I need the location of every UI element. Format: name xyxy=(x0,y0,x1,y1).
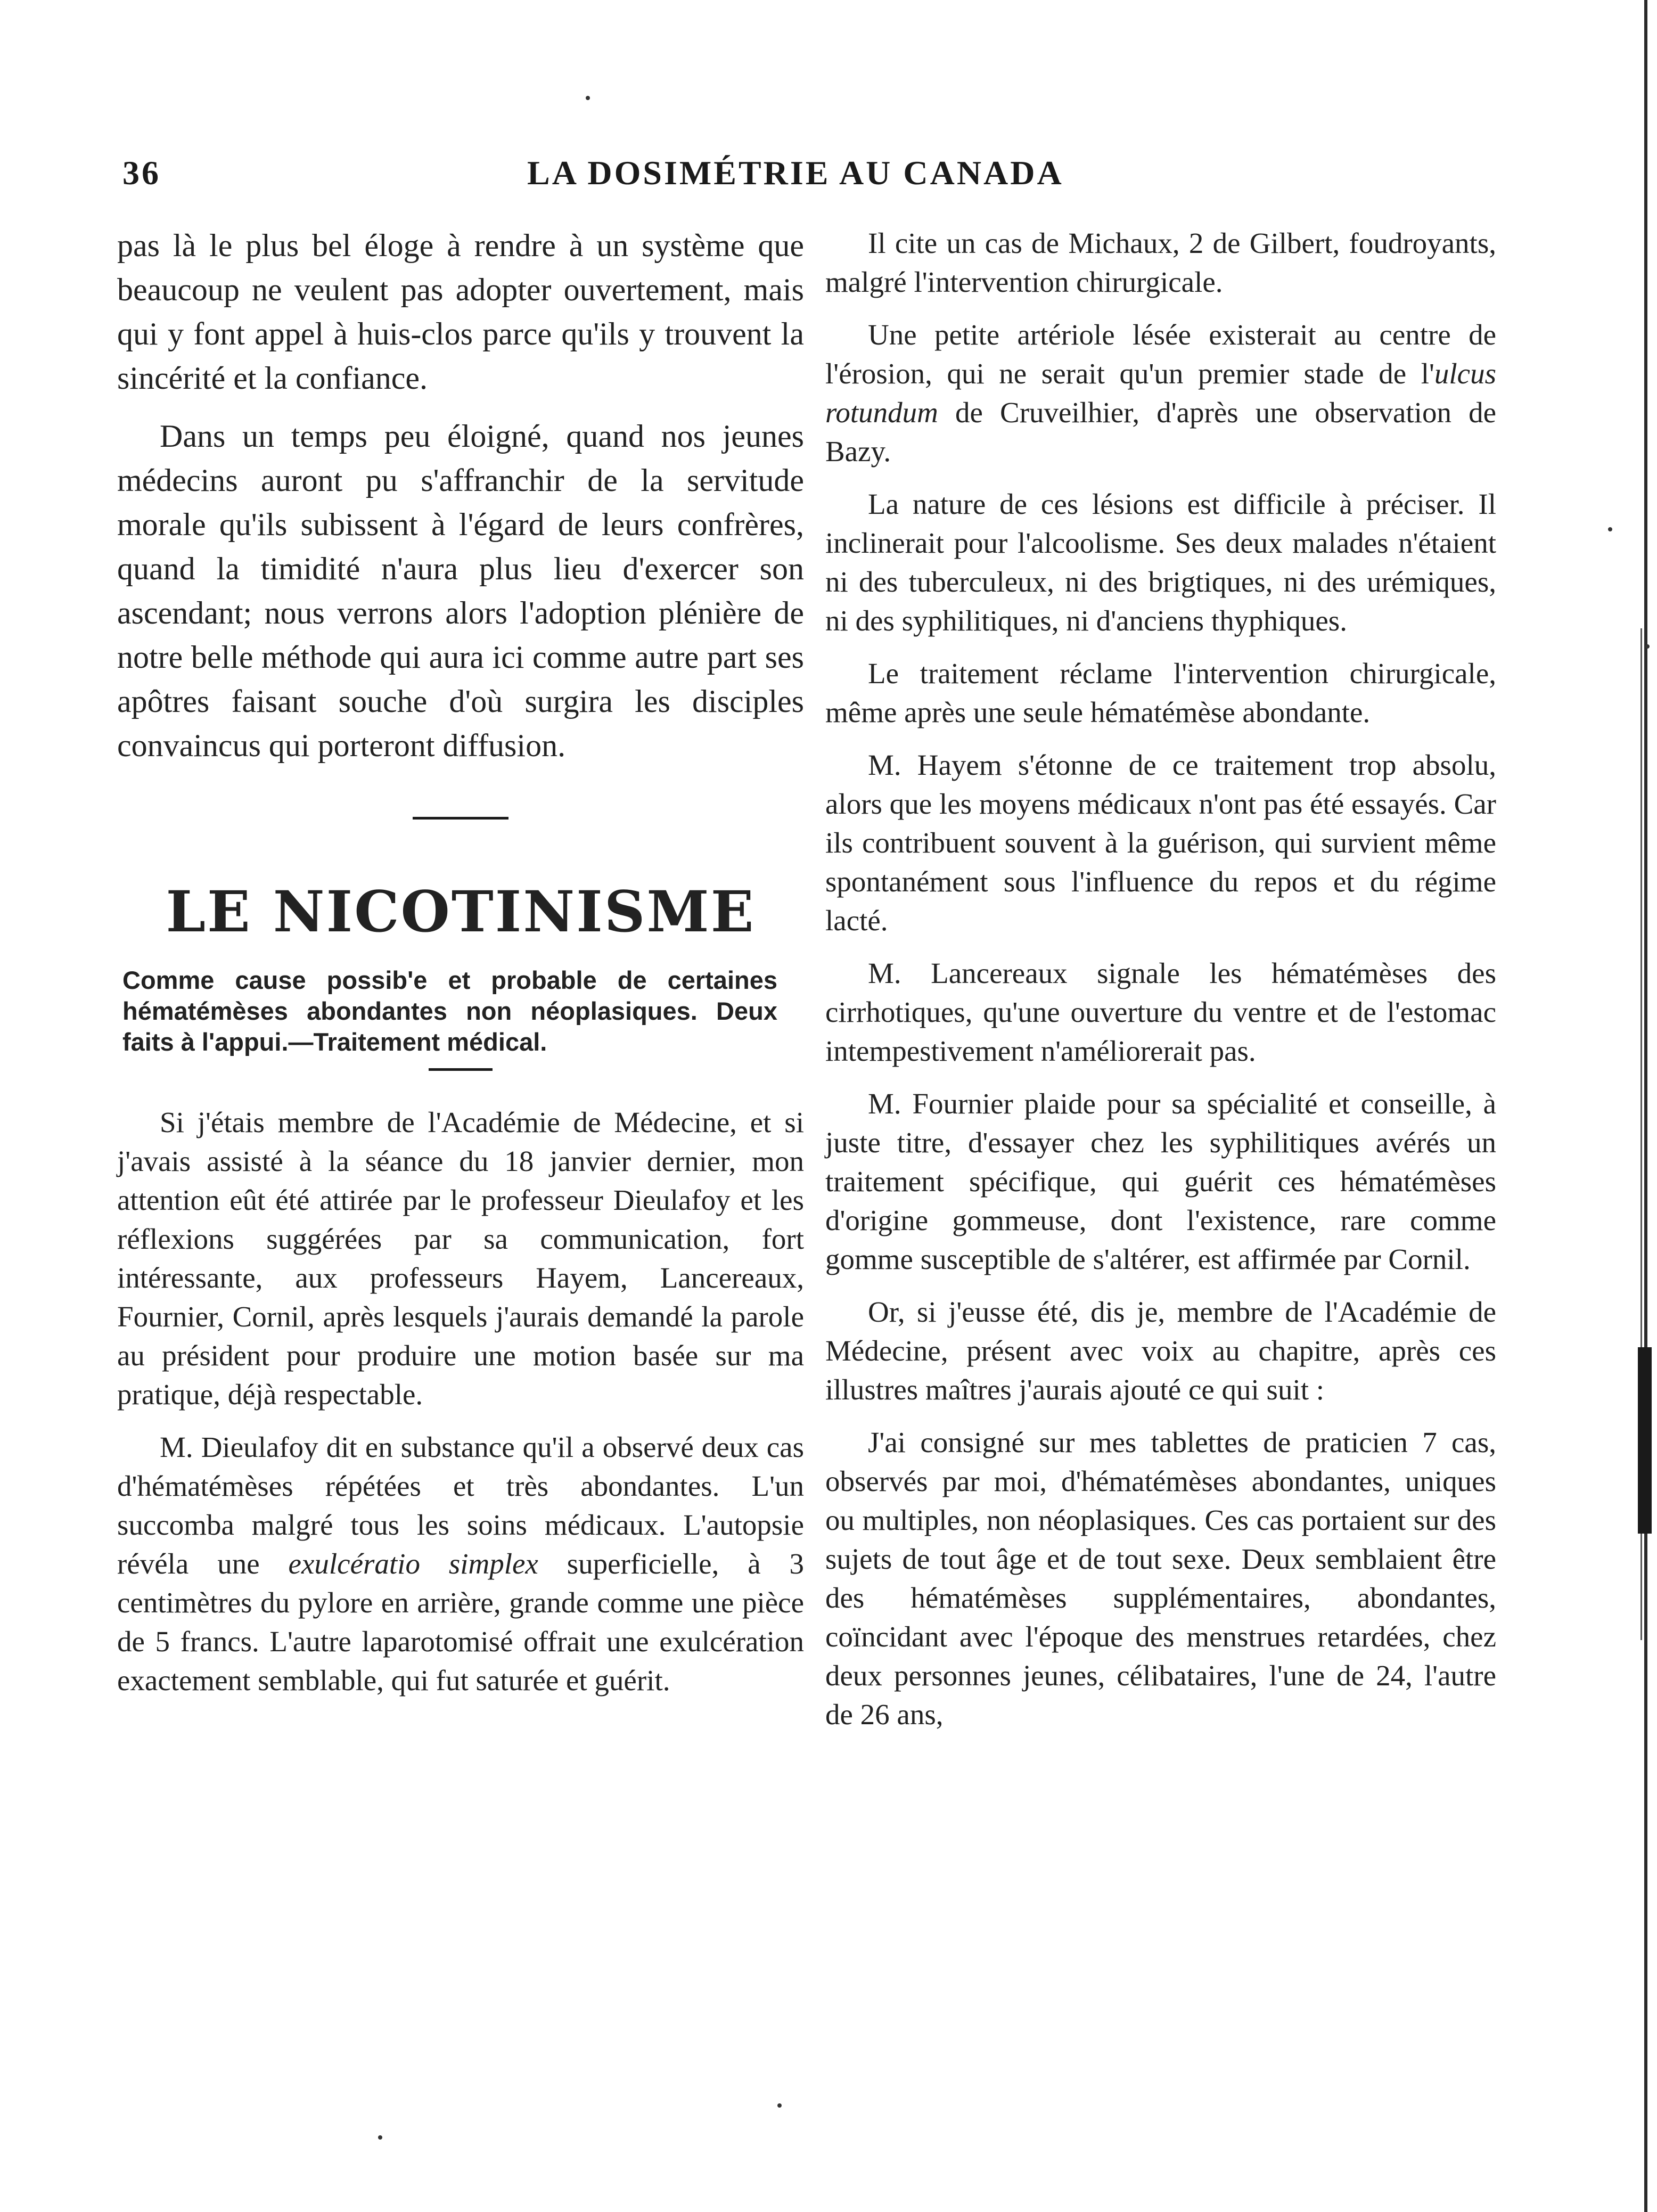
binding-mark xyxy=(1638,1347,1652,1534)
paragraph: La nature de ces lésions est difficile à préciser. Il inclinerait pour l'alcoolisme. Ses deux malades n'étaient ni des tuberculeux, ni des brigtiques, ni des urémiques, ni des syphilitiques, ni d'anciens thyphiques. xyxy=(825,488,1496,637)
paragraph: M. Dieulafoy dit en substance qu'il a observé deux cas d'hématémèses répétées et très abondantes. L'un succomba malgré tous les soins médicaux. L'autopsie révéla une exulcératio simplex superficielle, à 3 centimètres du pylore en arrière, grande comme une pièce de 5 francs. L'autre laparotomisé offrait une exulcération exactement semblable, qui fut saturée et guérit. xyxy=(117,1431,804,1697)
page-number: 36 xyxy=(122,154,161,192)
italic-term: ulcus rotundum xyxy=(825,357,1496,429)
paragraph: Or, si j'eusse été, dis je, membre de l'Académie de Médecine, présent avec voix au chapitre, après ces illustres maîtres j'aurais ajouté ce qui suit : xyxy=(825,1296,1496,1406)
right-column xyxy=(825,224,1496,1748)
section-divider xyxy=(429,1068,493,1071)
paragraph: M. Fournier plaide pour sa spécialité et conseille, à juste titre, d'essayer chez les syphilitiques avérés un traitement spécifique, qui guérit ces hématémèses d'origine gommeuse, dont l'existence, rare comme gomme susceptible de s'altérer, est affirmée par Cornil. xyxy=(825,1087,1496,1275)
print-speck xyxy=(1608,527,1612,531)
print-speck xyxy=(586,96,590,100)
paragraph: J'ai consigné sur mes tablettes de praticien 7 cas, observés par moi, d'hématémèses abondantes, uniques ou multiples, non néoplasiques. Ces cas portaient sur des sujets de tout âge et de tout sexe. Deux semblaient être des hématémèses supplémentaires, abondantes, coïncidant avec l'époque des menstrues retardées, chez deux personnes jeunes, célibataires, l'une de 24, l'autre de 26 ans, xyxy=(825,1426,1496,1731)
paragraph: Une petite artériole lésée existerait au centre de l'érosion, qui ne serait qu'un premier stade de l'ulcus rotundum de Cruveilhier, d'après une observation de Bazy. xyxy=(825,318,1496,468)
paragraph: Il cite un cas de Michaux, 2 de Gilbert, foudroyants, malgré l'intervention chirurgicale. xyxy=(825,227,1496,298)
running-title: LA DOSIMÉTRIE AU CANADA xyxy=(527,154,1064,192)
page-edge-rule xyxy=(1644,0,1647,2212)
print-speck xyxy=(378,2135,382,2140)
print-speck xyxy=(1645,644,1650,649)
running-header xyxy=(122,153,1064,196)
paragraph: Si j'étais membre de l'Académie de Médecine, et si j'avais assisté à la séance du 18 janvier dernier, mon attention eût été attirée par le professeur Dieulafoy et les réflexions suggérées par sa communication, fort intéressante, aux professeurs Hayem, Lancereaux, Fournier, Cornil, après lesquels j'aurais demandé la parole au président pour produire une motion basée sur ma pratique, déjà respectable. xyxy=(117,1106,804,1411)
left-column xyxy=(117,224,804,1714)
paragraph: M. Lancereaux signale les hématémèses des cirrhotiques, qu'une ouverture du ventre et de l'estomac intempestivement n'améliorerait pas. xyxy=(825,957,1496,1067)
paragraph: Le traitement réclame l'intervention chirurgicale, même après une seule hématémèse abondante. xyxy=(825,657,1496,728)
section-title: LE NICOTINISME xyxy=(166,878,756,945)
paragraph: Dans un temps peu éloigné, quand nos jeunes médecins auront pu s'affranchir de la servitude morale qu'ils subissent à l'égard de leurs confrères, quand la timidité n'aura plus lieu d'exercer son ascendant; nous verrons alors l'adoption plénière de notre belle méthode qui aura ici comme autre part ses apôtres faisant souche d'où surgira les disciples convaincus qui porteront diffusion. xyxy=(117,419,804,763)
italic-term: exulcératio simplex xyxy=(288,1547,538,1580)
section-divider xyxy=(413,817,508,820)
section-subtitle: Comme cause possib'e et probable de certaines hématémèses abondantes non néoplasiques. Deux faits à l'appui.—Traitement médical. xyxy=(122,966,777,1056)
paragraph: M. Hayem s'étonne de ce traitement trop absolu, alors que les moyens médicaux n'ont pas été essayés. Car ils contribuent souvent à la guérison, qui survient même spontanément sous l'influence du repos et du régime lacté. xyxy=(825,749,1496,937)
paragraph: pas là le plus bel éloge à rendre à un système que beaucoup ne veulent pas adopter ouvertement, mais qui y font appel à huis-clos parce qu'ils y trouvent la sincérité et la confiance. xyxy=(117,228,804,396)
print-speck xyxy=(777,2103,782,2108)
